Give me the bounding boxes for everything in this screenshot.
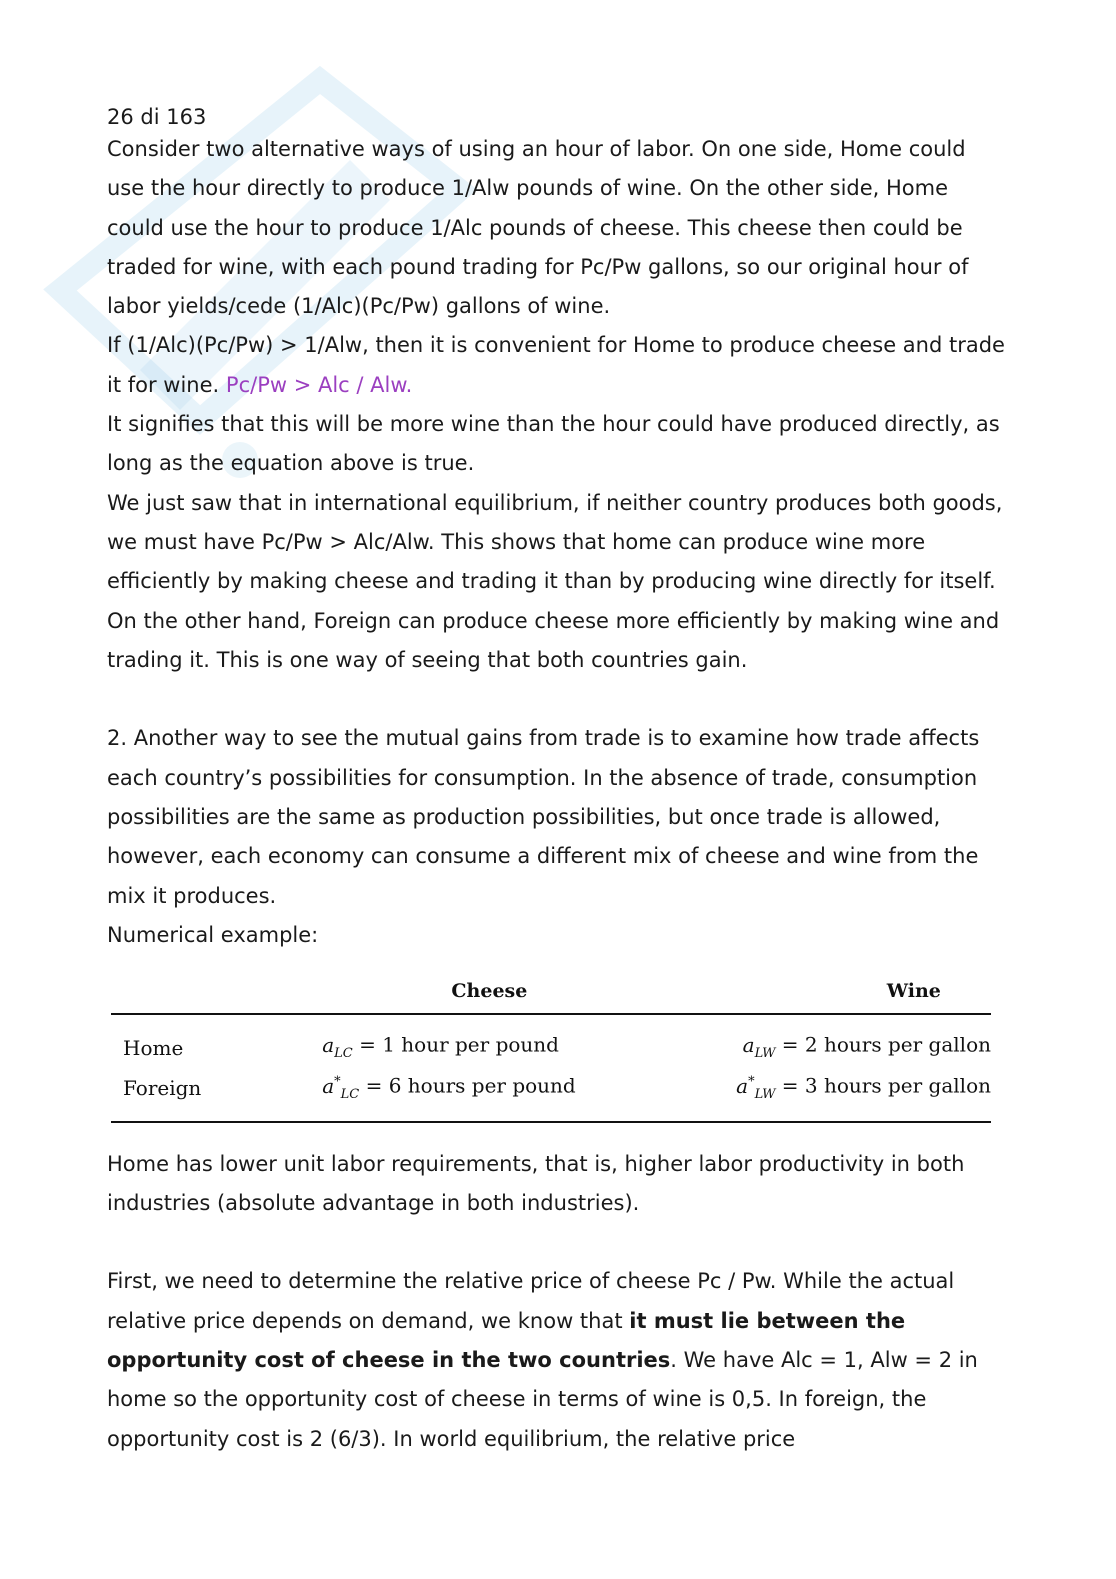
paragraph-absolute-advantage: Home has lower unit labor requirements, that is, higher labor productivity in both industries (absolute advantage in both industries). — [107, 1151, 965, 1215]
relative-price-text: First, we need to determine the relative price of cheese Pc / Pw. While the actual relative price depends on demand, we know that — [107, 1269, 955, 1333]
table-row — [111, 1014, 991, 1068]
blank-line — [107, 1223, 1007, 1262]
relative-price-continuation: . We have Alc = 1, Alw = 2 in home so the opportunity cost of cheese in terms of wine is 0,5. In foreign, the opportunity cost is 2 (6/3). In world equilibrium, the relative price — [107, 1348, 978, 1451]
requirement-text: 6 hours per pound — [388, 1073, 576, 1098]
symbol: $a^*_{LW}$ — [736, 1073, 776, 1102]
table-header-wine: Wine — [657, 977, 991, 1014]
paragraph-numerical-example: Numerical example: — [107, 922, 319, 947]
symbol: $a^*_{LC}$ — [322, 1073, 360, 1102]
paragraph-equilibrium: We just saw that in international equilibrium, if neither country produces both goods, we must have Pc/Pw > Alc/Alw. This shows that home can produce wine more efficiently by making cheese and trading it than by producing wine directly for itself. — [107, 490, 1003, 594]
table-row — [111, 1068, 991, 1122]
table-cell-country: Home — [123, 1035, 184, 1060]
paragraph-signifies: It signifies that this will be more wine than the hour could have produced directly, as long as the equation above is true. — [107, 412, 1000, 476]
table-header-row — [111, 977, 991, 1014]
paragraph-condition — [107, 326, 1007, 405]
labor-requirements-table — [111, 977, 991, 1122]
page-number: 26 di 163 — [107, 105, 207, 129]
paragraph-mutual-gains: 2. Another way to see the mutual gains from trade is to examine how trade affects each country’s possibilities for consumption. In the absence of trade, consumption possibilities are the same as production possibilities, but once trade is allowed, however, each economy can consume a different mix of cheese and wine from the mix it produces. — [107, 726, 980, 908]
highlighted-inequality: Pc/Pw > Alc / Alw. — [225, 372, 413, 397]
blank-line — [107, 680, 1007, 719]
bold-emphasis: it must lie between the opportunity cost of cheese in the two countries — [107, 1308, 906, 1373]
table-header-blank — [111, 977, 322, 1014]
document-page — [107, 104, 1007, 1459]
table-cell-wine: $a^*_{LW} = 3$ hours per gallon — [657, 1068, 991, 1122]
table-cell-cheese: $a_{LC} = 1$ hour per pound — [322, 1032, 559, 1061]
paragraph-foreign: On the other hand, Foreign can produce cheese more efficiently by making wine and trading it. This is one way of seeing that both countries gain. — [107, 608, 1000, 672]
paragraph-relative-price — [107, 1262, 1007, 1458]
condition-text: If (1/Alc)(Pc/Pw) > 1/Alw, then it is convenient for Home to produce cheese and trade it for wine. — [107, 333, 1005, 397]
labor-requirements-table-wrapper — [111, 955, 991, 1144]
symbol: $a_{LW}$ — [742, 1032, 776, 1061]
table-cell-wine: $a_{LW} = 2$ hours per gallon — [742, 1032, 991, 1061]
table-cell-cheese: $a^*_{LC} = 6$ hours per pound — [322, 1068, 656, 1122]
paragraph-alternative-ways: Consider two alternative ways of using an hour of labor. On one side, Home could use the hour directly to produce 1/Alw pounds of wine. On the other side, Home could use the hour to produce 1/Alc pounds of cheese. This cheese then could be traded for wine, with each pound trading for Pc/Pw gallons, so our original hour of labor yields/cede (1/Alc)(Pc/Pw) gallons of wine. — [107, 137, 969, 319]
table-header-cheese: Cheese — [322, 977, 656, 1014]
requirement-text: 1 hour per pound — [382, 1032, 559, 1057]
requirement-text: 2 hours per gallon — [804, 1032, 991, 1057]
symbol: $a_{LC}$ — [322, 1032, 353, 1061]
table-cell-country: Foreign — [111, 1068, 322, 1122]
requirement-text: 3 hours per gallon — [804, 1073, 991, 1098]
